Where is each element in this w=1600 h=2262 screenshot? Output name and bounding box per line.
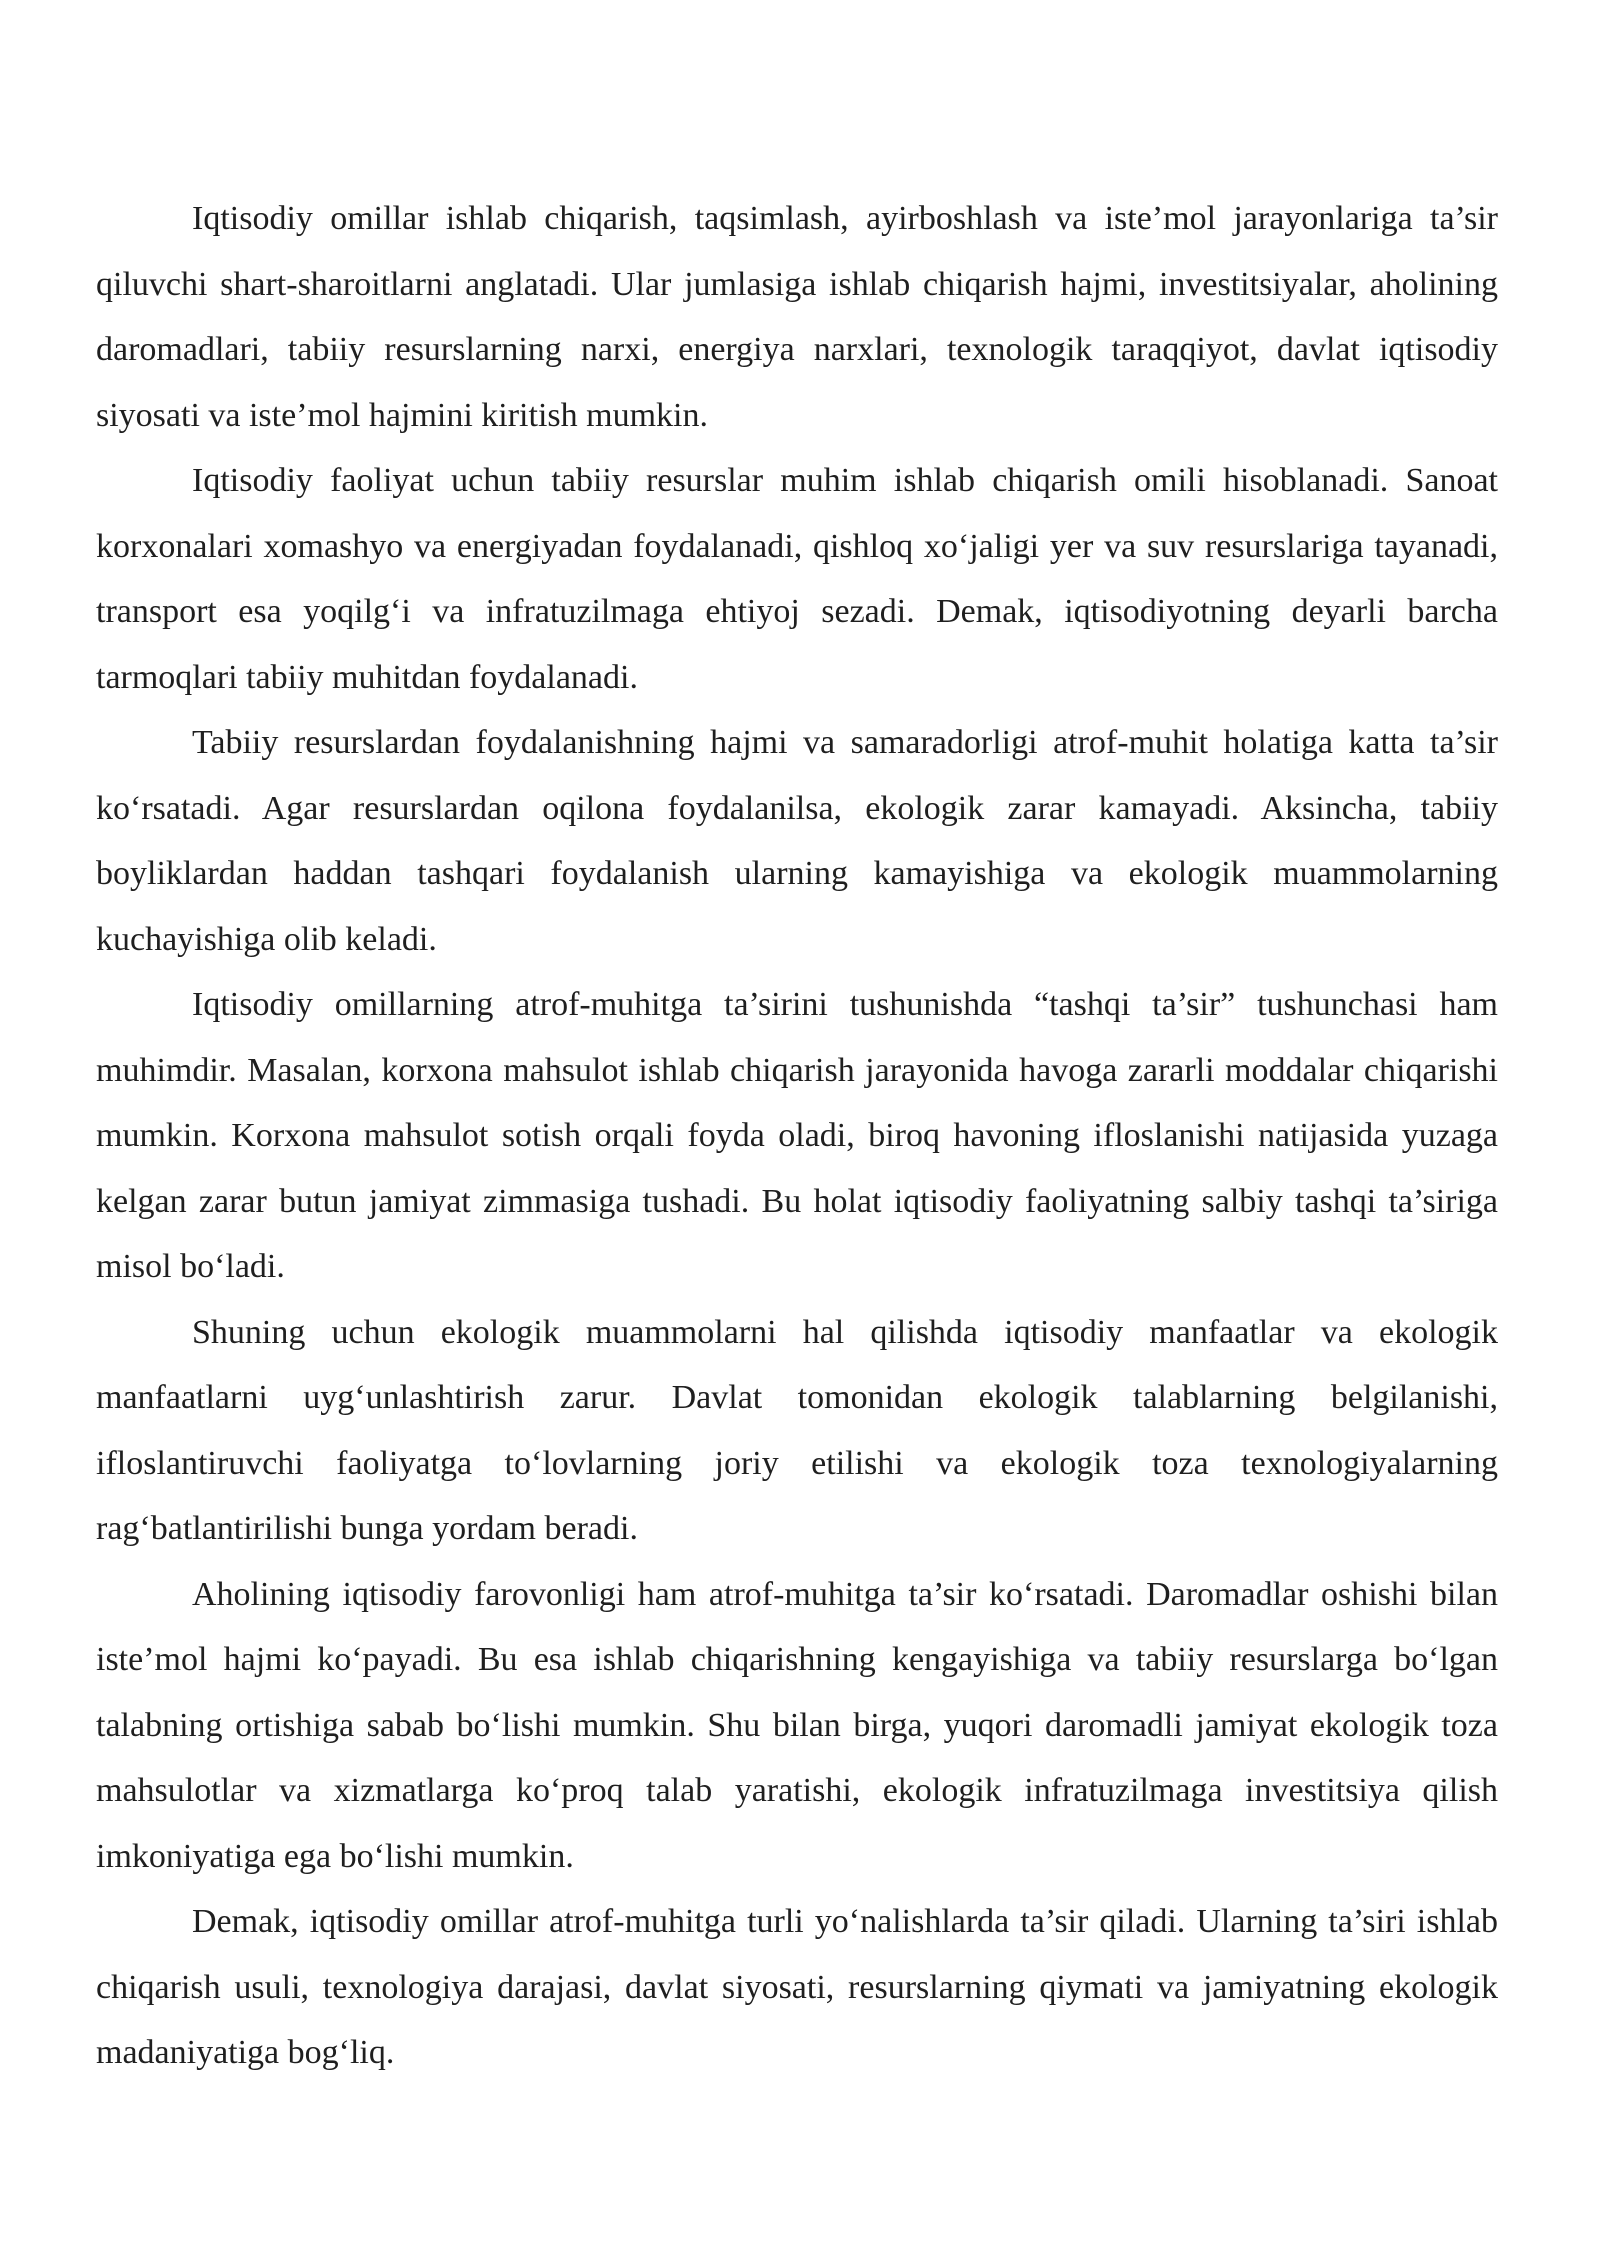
paragraph-5: Shuning uchun ekologik muammolarni hal qilishda iqtisodiy manfaatlar va ekologik manfaatlarni uyg‘unlashtirish zarur. Davlat tomonidan ekologik talablarning belgilanishi, ifloslantiruvchi faoliyatga to‘lovlarning joriy etilishi va ekologik toza texnologiyalarning rag‘batlantirilishi bunga yordam beradi.	[96, 1313, 1498, 1547]
paragraph-7: Demak, iqtisodiy omillar atrof-muhitga turli yo‘nalishlarda ta’sir qiladi. Ularning ta’siri ishlab chiqarish usuli, texnologiya darajasi, davlat siyosati, resurslarning qiymati va jamiyatning ekologik madaniyatiga bog‘liq.	[96, 1903, 1498, 2071]
paragraph-4: Iqtisodiy omillarning atrof-muhitga ta’sirini tushunishda “tashqi ta’sir” tushunchasi ham muhimdir. Masalan, korxona mahsulot ishlab chiqarish jarayonida havoga zararli moddalar chiqarishi mumkin. Korxona mahsulot sotish orqali foyda oladi, biroq havoning ifloslanishi natijasida yuzaga kelgan zarar butun jamiyat zimmasiga tushadi. Bu holat iqtisodiy faoliyatning salbiy tashqi ta’siriga misol bo‘ladi.	[96, 986, 1498, 1285]
document-body	[96, 186, 1498, 2086]
paragraph-2: Iqtisodiy faoliyat uchun tabiiy resurslar muhim ishlab chiqarish omili hisoblanadi. Sanoat korxonalari xomashyo va energiyadan foydalanadi, qishloq xo‘jaligi yer va suv resurslariga tayanadi, transport esa yoqilg‘i va infratuzilmaga ehtiyoj sezadi. Demak, iqtisodiyotning deyarli barcha tarmoqlari tabiiy muhitdan foydalanadi.	[96, 462, 1498, 696]
paragraph-3: Tabiiy resurslardan foydalanishning hajmi va samaradorligi atrof-muhit holatiga katta ta’sir ko‘rsatadi. Agar resurslardan oqilona foydalanilsa, ekologik zarar kamayadi. Aksincha, tabiiy boyliklardan haddan tashqari foydalanish ularning kamayishiga va ekologik muammolarning kuchayishiga olib keladi.	[96, 724, 1498, 958]
paragraph-1: Iqtisodiy omillar ishlab chiqarish, taqsimlash, ayirboshlash va iste’mol jarayonlariga ta’sir qiluvchi shart-sharoitlarni anglatadi. Ular jumlasiga ishlab chiqarish hajmi, investitsiyalar, aholining daromadlari, tabiiy resurslarning narxi, energiya narxlari, texnologik taraqqiyot, davlat iqtisodiy siyosati va iste’mol hajmini kiritish mumkin.	[96, 200, 1498, 434]
paragraph-6: Aholining iqtisodiy farovonligi ham atrof-muhitga ta’sir ko‘rsatadi. Daromadlar oshishi bilan iste’mol hajmi ko‘payadi. Bu esa ishlab chiqarishning kengayishiga va tabiiy resurslarga bo‘lgan talabning ortishiga sabab bo‘lishi mumkin. Shu bilan birga, yuqori daromadli jamiyat ekologik toza mahsulotlar va xizmatlarga ko‘proq talab yaratishi, ekologik infratuzilmaga investitsiya qilish imkoniyatiga ega bo‘lishi mumkin.	[96, 1575, 1498, 1875]
